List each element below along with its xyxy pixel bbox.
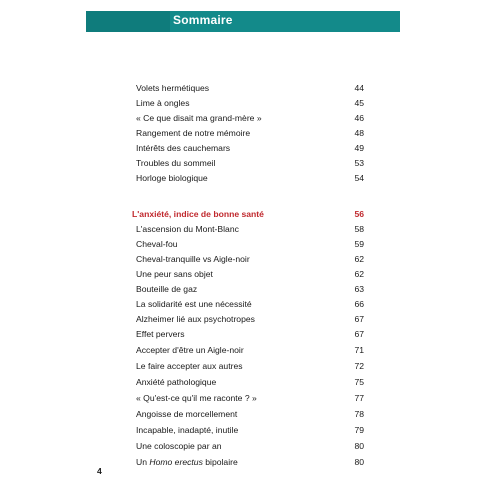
toc-entry-page: 46: [354, 113, 364, 123]
toc-entry-label: Effet pervers: [136, 329, 185, 339]
toc-entry-label: Anxiété pathologique: [136, 377, 217, 387]
toc-section-label: L'anxiété, indice de bonne santé: [132, 209, 264, 219]
toc-entry-label: [136, 455, 238, 469]
toc-entry[interactable]: [136, 297, 364, 311]
toc-entry[interactable]: [136, 141, 364, 155]
toc-entry-page: 53: [354, 158, 364, 168]
toc-entry-label-prefix: Un: [136, 457, 150, 467]
toc-entry[interactable]: [136, 126, 364, 140]
page-number: 4: [97, 466, 102, 476]
toc-entry[interactable]: [136, 391, 364, 405]
toc-entry-page: 79: [354, 425, 364, 435]
toc-entry-label: La solidarité est une nécessité: [136, 299, 252, 309]
toc-entry[interactable]: [136, 156, 364, 170]
toc-entry-label: Angoisse de morcellement: [136, 409, 238, 419]
toc-entry-page: 48: [354, 128, 364, 138]
toc-entry-label-suffix: bipolaire: [202, 457, 238, 467]
toc-entry-label: « Ce que disait ma grand-mère »: [136, 113, 262, 123]
toc-entry-page: 80: [354, 441, 364, 451]
toc-entry-page: 67: [354, 314, 364, 324]
toc-entry-label: Incapable, inadapté, inutile: [136, 425, 239, 435]
toc-entry-page: 44: [354, 83, 364, 93]
header-banner: [86, 11, 400, 32]
toc-entry-label: Horloge biologique: [136, 173, 208, 183]
toc-entry-label: Lime à ongles: [136, 98, 190, 108]
toc-entry-label-italic: Homo erectus: [149, 457, 203, 467]
toc-entry[interactable]: [136, 327, 364, 341]
toc-entry-page: 78: [354, 409, 364, 419]
toc-entry-label: Alzheimer lié aux psychotropes: [136, 314, 255, 324]
toc-entry[interactable]: [136, 282, 364, 296]
toc-entry-page: 59: [354, 239, 364, 249]
toc-entry-page: 58: [354, 224, 364, 234]
toc-entry-label: L'ascension du Mont-Blanc: [136, 224, 239, 234]
toc-entry-page: 75: [354, 377, 364, 387]
toc-entry[interactable]: [136, 222, 364, 236]
toc-entry-page: 62: [354, 269, 364, 279]
toc-entry[interactable]: [136, 111, 364, 125]
toc-entry[interactable]: [136, 375, 364, 389]
toc-entry[interactable]: [136, 81, 364, 95]
toc-entry-label: Une peur sans objet: [136, 269, 213, 279]
toc-section-heading[interactable]: [132, 207, 364, 221]
toc-entry-page: 54: [354, 173, 364, 183]
toc-entry[interactable]: [136, 407, 364, 421]
toc-section-page: 56: [354, 209, 364, 219]
toc-entry-label: Troubles du sommeil: [136, 158, 216, 168]
header-banner-accent: [86, 11, 170, 32]
toc-entry-page: 45: [354, 98, 364, 108]
page-title: Sommaire: [173, 13, 233, 27]
toc-entry-page: 77: [354, 393, 364, 403]
toc-entry-label: Rangement de notre mémoire: [136, 128, 251, 138]
toc-entry-page: 80: [354, 457, 364, 467]
toc-entry-page: 66: [354, 299, 364, 309]
toc-entry[interactable]: [136, 312, 364, 326]
toc-entry-page: 62: [354, 254, 364, 264]
toc-entry-label: Le faire accepter aux autres: [136, 361, 243, 371]
toc-entry-label: Bouteille de gaz: [136, 284, 198, 294]
toc-entry[interactable]: [136, 455, 364, 469]
toc-entry[interactable]: [136, 267, 364, 281]
toc-entry-label: Intérêts des cauchemars: [136, 143, 231, 153]
toc-entry-page: 67: [354, 329, 364, 339]
toc-entry[interactable]: [136, 423, 364, 437]
toc-entry[interactable]: [136, 252, 364, 266]
toc-entry-label: Accepter d'être un Aigle-noir: [136, 345, 244, 355]
toc-entry-label: Cheval-tranquille vs Aigle-noir: [136, 254, 250, 264]
toc-entry-label: « Qu'est-ce qu'il me raconte ? »: [136, 393, 257, 403]
toc-entry-label: Volets hermétiques: [136, 83, 210, 93]
toc-entry[interactable]: [136, 343, 364, 357]
toc-entry-label: Une coloscopie par an: [136, 441, 222, 451]
toc-entry-page: 72: [354, 361, 364, 371]
toc-entry-page: 63: [354, 284, 364, 294]
toc-entry[interactable]: [136, 439, 364, 453]
toc-entry-label: Cheval-fou: [136, 239, 178, 249]
toc-entry[interactable]: [136, 237, 364, 251]
toc-entry[interactable]: [136, 171, 364, 185]
toc-entry[interactable]: [136, 359, 364, 373]
toc-entry-page: 49: [354, 143, 364, 153]
toc-entry-page: 71: [354, 345, 364, 355]
toc-entry[interactable]: [136, 96, 364, 110]
